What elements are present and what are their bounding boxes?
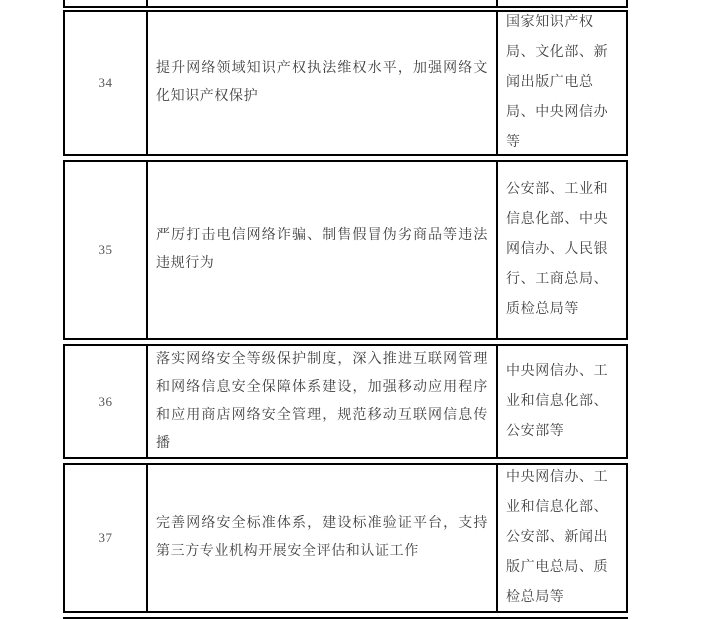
table-row bbox=[63, 10, 628, 156]
task-cell bbox=[148, 162, 498, 338]
table-row bbox=[63, 463, 628, 613]
departments-text: 中央网信办、工业和信息化部、公安部等 bbox=[506, 363, 609, 439]
row-number: 37 bbox=[98, 530, 113, 545]
row-number-cell bbox=[65, 12, 148, 154]
task-table bbox=[63, 0, 628, 619]
task-text: 完善网络安全标准体系，建设标准验证平台，支持第三方专业机构开展安全评估和认证工作 bbox=[156, 516, 488, 559]
task-cell bbox=[148, 465, 498, 611]
departments-cell bbox=[498, 346, 626, 457]
departments-text: 中央网信办、工业和信息化部、公安部、新闻出版广电总局、质检总局等 bbox=[506, 470, 609, 605]
task-text: 严厉打击电信网络诈骗、制售假冒伪劣商品等违法违规行为 bbox=[156, 228, 488, 271]
departments-cell bbox=[498, 465, 626, 611]
row-number-cell bbox=[65, 0, 148, 6]
row-number: 35 bbox=[98, 242, 113, 257]
table-row bbox=[63, 344, 628, 459]
row-number: 36 bbox=[98, 393, 113, 409]
task-cell bbox=[148, 346, 498, 457]
row-number-cell bbox=[65, 465, 148, 611]
departments-cell bbox=[498, 12, 626, 154]
row-number-cell bbox=[65, 346, 148, 457]
table-row bbox=[63, 160, 628, 340]
departments-text: 公安部、工业和信息化部、中央网信办、人民银行、工商总局、质检总局等 bbox=[506, 182, 609, 317]
row-number-cell bbox=[65, 162, 148, 338]
departments-cell bbox=[498, 162, 626, 338]
table-row-partial-top bbox=[63, 0, 628, 8]
departments-text: 国家知识产权局、文化部、新闻出版广电总局、中央网信办等 bbox=[506, 15, 609, 150]
task-cell bbox=[148, 0, 498, 6]
task-text: 提升网络领域知识产权执法维权水平，加强网络文化知识产权保护 bbox=[156, 61, 488, 104]
task-cell bbox=[148, 12, 498, 154]
task-text: 落实网络安全等级保护制度，深入推进互联网管理和网络信息安全保障体系建设，加强移动应用程序和应用商店网络安全管理，规范移动互联网信息传播 bbox=[156, 351, 488, 451]
row-number: 34 bbox=[98, 75, 113, 90]
departments-cell bbox=[498, 0, 626, 6]
